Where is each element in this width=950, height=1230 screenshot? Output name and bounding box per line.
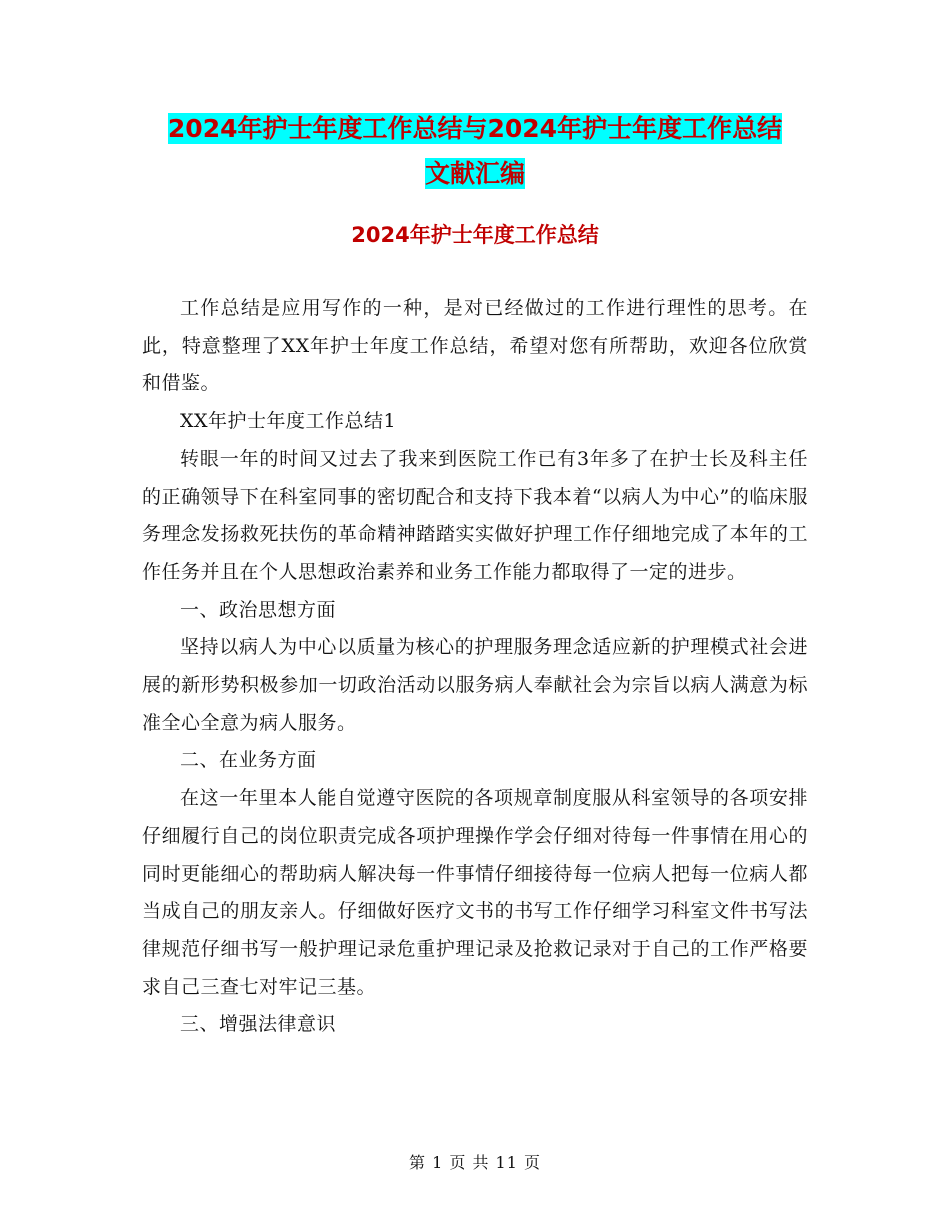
document-title-line-2: [0, 154, 950, 194]
page-number-footer: 第 1 页 共 11 页: [409, 1153, 541, 1172]
paragraph-heading-business: 二、在业务方面: [180, 749, 317, 772]
paragraph-overview: 转眼一年的时间又过去了我来到医院工作已有3年多了在护士长及科主任的正确领导下在科室同事的密切配合和支持下我本着“以病人为中心”的临床服务理念发扬救死扶伤的革命精神踏踏实实做好护理工作仔细地完成了本年的工作任务并且在个人思想政治素养和业务工作能力都取得了一定的进步。: [142, 447, 808, 583]
paragraph-business: 在这一年里本人能自觉遵守医院的各项规章制度服从科室领导的各项安排仔细履行自己的岗位职责完成各项护理操作学会仔细对待每一件事情在用心的同时更能细心的帮助病人解决每一件事情仔细接待每一位病人把每一位病人都当成自己的朋友亲人。仔细做好医疗文书的书写工作仔细学习科室文件书写法律规范仔细书写一般护理记录危重护理记录及抢救记录对于自己的工作严格要求自己三查七对牢记三基。: [142, 787, 808, 998]
document-title-text-1: 2024年护士年度工作总结与2024年护士年度工作总结: [167, 114, 783, 143]
paragraph-intro: 工作总结是应用写作的一种，是对已经做过的工作进行理性的思考。在此，特意整理了XX年护士年度工作总结，希望对您有所帮助，欢迎各位欣赏和借鉴。: [142, 297, 808, 395]
paragraph-heading-law: 三、增强法律意识: [180, 1013, 337, 1036]
paragraph-heading-politics: 一、政治思想方面: [180, 598, 337, 621]
document-body: [142, 290, 808, 1044]
paragraph-politics: 坚持以病人为中心以质量为核心的护理服务理念适应新的护理模式社会进展的新形势积极参加一切政治活动以服务病人奉献社会为宗旨以病人满意为标准全心全意为病人服务。: [142, 636, 808, 734]
paragraph-heading-summary-1: XX年护士年度工作总结1: [180, 410, 397, 433]
document-title-text-2: 文献汇编: [424, 159, 525, 188]
document-title-line-1: [0, 109, 950, 149]
section-title: 2024年护士年度工作总结: [351, 223, 599, 247]
